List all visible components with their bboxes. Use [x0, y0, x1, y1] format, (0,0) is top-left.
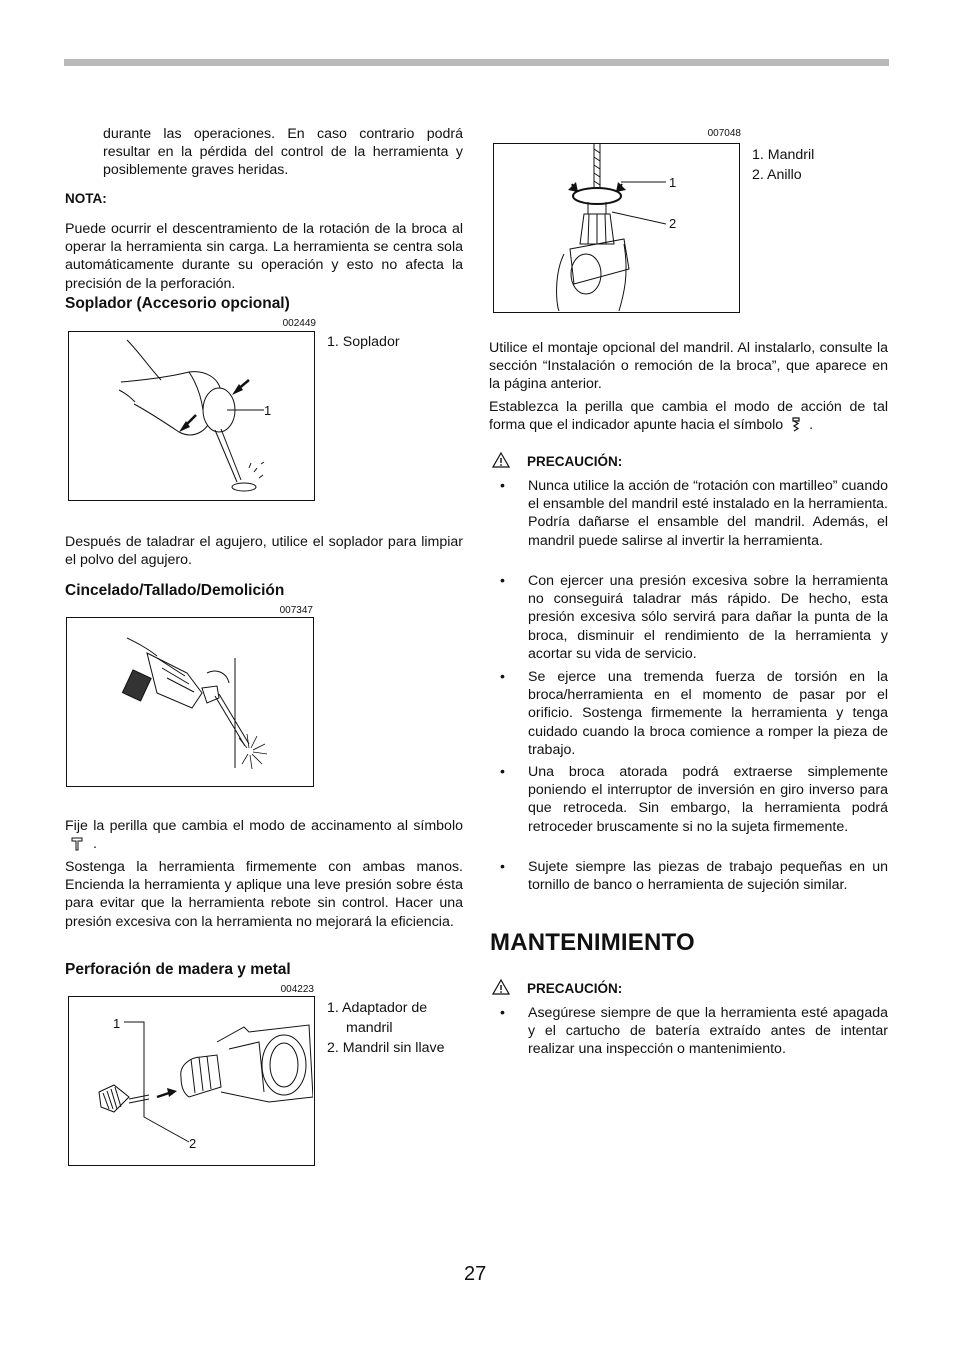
mandril-paragraph-1: Utilice el montaje opcional del mandril. Al instalarlo, consulte la sección “Instalación o remoción de la broca”, que aparece en la página anterior.	[489, 340, 888, 393]
bullet-text: Una broca atorada podrá extraerse simplemente poniendo el interruptor de inversión en giro inverso para que retroceda. Sin embargo, la herramienta podrá retroceder bruscamente si no la sujeta firmemente.	[528, 764, 888, 835]
mandril-paragraph-2	[489, 398, 888, 434]
cincelado-text-1: Fije la perilla que cambia el modo de accinamento al símbolo	[65, 818, 463, 834]
list-item: • Nunca utilice la acción de “rotación con martilleo” cuando el ensamble del mandril esté instalado en la herramienta. Podría dañarse el ensamble del mandril. Además, el mandril puede salirse al invertir la herramienta.	[500, 478, 888, 549]
mantenimiento-heading: MANTENIMIENTO	[490, 929, 695, 956]
warning-triangle-icon	[492, 452, 510, 468]
soplador-paragraph: Después de taladrar el agujero, utilice el soplador para limpiar el polvo del agujero.	[65, 534, 463, 569]
mandril-fig-code: 007048	[707, 128, 741, 139]
perforacion-figure	[68, 996, 315, 1166]
nota-paragraph: Puede ocurrir el descentramiento de la rotación de la broca al operar la herramienta sin carga. La herramienta se centra sola automáticamente durante su operación y esto no afecta la precisión de la perforación.	[65, 221, 463, 292]
list-item: • Asegúrese siempre de que la herramienta esté apagada y el cartucho de batería extraído antes de intentar realizar una inspección o mantenimiento.	[500, 1005, 888, 1058]
list-item: • Sujete siempre las piezas de trabajo pequeñas en un tornillo de banco o herramienta de sujeción similar.	[500, 859, 888, 894]
soplador-fig-code: 002449	[282, 318, 316, 329]
chuck-ring-illustration	[494, 144, 738, 311]
mandril-caption-1: 1. Mandril	[752, 147, 815, 163]
soplador-heading: Soplador (Accesorio opcional)	[65, 295, 290, 312]
warning-triangle-icon	[492, 979, 510, 995]
mandril-text-2-end: .	[809, 417, 814, 434]
cincelado-figure	[66, 617, 314, 787]
intro-paragraph: durante las operaciones. En caso contrario podrá resultar en la pérdida del control de la herramienta y posiblemente graves heridas.	[103, 126, 463, 179]
bullet-text: Se ejerce una tremenda fuerza de torsión en la broca/herramienta en el momento de pasar por el orificio. Sostenga firmemente la herramienta y tenga cuidado cuando la broca comience a romper la pieza de trabajo.	[528, 669, 888, 758]
chisel-illustration	[67, 618, 312, 785]
cincelado-heading: Cincelado/Tallado/Demolición	[65, 582, 285, 599]
mandril-callout-1: 1	[669, 175, 677, 190]
precaucion-2-label: PRECAUCIÓN:	[527, 981, 623, 996]
perforacion-caption-1b: mandril	[346, 1020, 393, 1036]
mandril-callout-2: 2	[669, 216, 677, 231]
header-rule	[64, 59, 889, 66]
mandril-caption-2: 2. Anillo	[752, 167, 802, 183]
perforacion-callout-1: 1	[113, 1016, 121, 1031]
mandril-text-2: Establezca la perilla que cambia el modo de acción de tal forma que el indicador apunte hacia el símbolo	[489, 399, 888, 434]
list-item: • Con ejercer una presión excesiva sobre la herramienta no conseguirá taladrar más rápido. De hecho, esta presión excesiva sólo servirá para dañar la punta de la broca, disminuir el rendimiento de la herramienta y acortar su vida de servicio.	[500, 573, 888, 662]
soplador-figure	[68, 331, 315, 501]
cincelado-fig-code: 007347	[279, 605, 313, 616]
list-item: • Se ejerce una tremenda fuerza de torsión en la broca/herramienta en el momento de pasar por el orificio. Sostenga firmemente la herramienta y tenga cuidado cuando la broca comience a romper la pieza de trabajo.	[500, 669, 888, 758]
mandril-figure	[493, 143, 740, 313]
perforacion-caption-2: 2. Mandril sin llave	[327, 1040, 445, 1056]
blower-illustration	[69, 332, 313, 499]
perforacion-heading: Perforación de madera y metal	[65, 961, 291, 978]
bullet-text: Asegúrese siempre de que la herramienta esté apagada y el cartucho de batería extraído antes de intentar realizar una inspección o mantenimiento.	[528, 1005, 888, 1058]
drill-symbol-icon	[791, 417, 801, 433]
perforacion-caption-1a: 1. Adaptador de	[327, 1000, 428, 1016]
bullet-text: Nunca utilice la acción de “rotación con martilleo” cuando el ensamble del mandril esté instalado en la herramienta. Podría dañarse el ensamble del mandril. Además, el mandril puede salirse al invertir la herramienta.	[528, 478, 888, 549]
cincelado-paragraph-1	[65, 817, 463, 853]
perforacion-fig-code: 004223	[280, 984, 314, 995]
soplador-callout-1: 1	[264, 403, 272, 418]
nota-label: NOTA:	[65, 191, 107, 206]
bullet-text: Con ejercer una presión excesiva sobre la herramienta no conseguirá taladrar más rápido. De hecho, esta presión excesiva sólo servirá para dañar la punta de la broca, disminuir el rendimiento de la herramienta y acortar su vida de servicio.	[528, 573, 888, 662]
hammer-symbol-icon	[71, 837, 83, 851]
bullet-text: Sujete siempre las piezas de trabajo pequeñas en un tornillo de banco o herramienta de sujeción similar.	[528, 859, 888, 894]
cincelado-paragraph-2: Sostenga la herramienta firmemente con ambas manos. Encienda la herramienta y aplique una leve presión sobre ésta para evitar que la herramienta rebote sin control. Hacer una presión excesiva con la herramienta no mejorará la eficiencia.	[65, 859, 463, 930]
perforacion-callout-2: 2	[189, 1136, 197, 1151]
list-item: • Una broca atorada podrá extraerse simplemente poniendo el interruptor de inversión en giro inverso para que retroceda. Sin embargo, la herramienta podrá retroceder bruscamente si no la sujeta firmemente.	[500, 764, 888, 835]
cincelado-text-1-end: .	[92, 836, 97, 853]
precaucion-label: PRECAUCIÓN:	[527, 454, 623, 469]
page-number: 27	[464, 1263, 487, 1285]
soplador-caption-1: 1. Soplador	[327, 334, 400, 350]
